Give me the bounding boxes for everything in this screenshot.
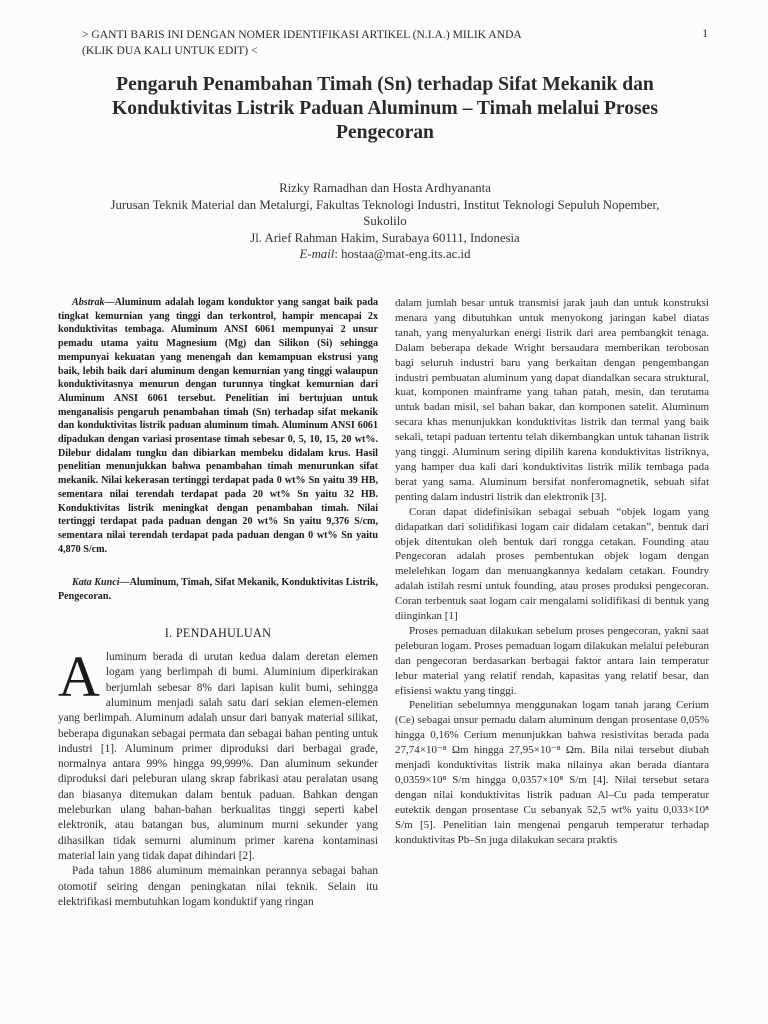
abstract — [58, 296, 378, 556]
email-label: E-mail — [299, 247, 335, 261]
paper-title: Pengaruh Penambahan Timah (Sn) terhadap Sifat Mekanik dan Konduktivitas Listrik Paduan Aluminum – Timah melalui Proses Pengecoran — [111, 74, 659, 143]
author-email — [90, 246, 680, 263]
author-names: Rizky Ramadhan dan Hosta Ardhyananta — [279, 181, 491, 195]
running-header — [82, 27, 642, 58]
author-affiliation: Jurusan Teknik Material dan Metalurgi, Fakultas Teknologi Industri, Institut Teknologi Sepuluh Nopember, Sukolilo — [110, 197, 660, 228]
keywords-label: Kata Kunci — [72, 577, 120, 589]
drop-cap: A — [58, 644, 100, 710]
author-address: Jl. Arief Rahman Hakim, Surabaya 60111, Indonesia — [250, 230, 520, 245]
header-line-1: > GANTI BARIS INI DENGAN NOMER IDENTIFIKASI ARTIKEL (N.I.A.) MILIK ANDA — [82, 28, 522, 41]
keywords — [58, 576, 378, 603]
keywords-text: —Aluminum, Timah, Sifat Mekanik, Konduktivitas Listrik, Pengecoran. — [58, 577, 378, 602]
right-paragraph-3: Proses pemaduan dilakukan sebelum proses pengecoran, yakni saat peleburan logam. Proses pemaduan logam dilakukan melalui peleburan dan pengecoran berdasarkan berbagai faktor antara lain temperatur lebur material yang relatif rendah, kapasitas yang relatif besar, dan efisiensi waktu yang tinggi. — [395, 624, 710, 697]
intro-text-1: luminum berada di urutan kedua dalam deretan elemen logam yang berlimpah di bumi. Aluminium diperkirakan berjumlah sebesar 8% dari lapisan kulit bumi, sehingga aluminum menjadi salah satu dari sekian elemen-elemen yang berlimpah. Aluminum adalah unsur dari banyak material silikat, beberapa digunakan sebagai permata dan sebagai bahan penting untuk industri [1]. Aluminum primer diproduksi dari berbagai grade, normalnya antara 99% hingga 99,999%. Dan aluminum sekunder diproduksi dari peleburan ulang skrap fabrikasi atau peralatan usang dan biasanya ditemukan dalam bentuk paduan. Bahkan dengan meleburkan ulang bahan-bahan berkualitas tinggi seperti kabel elektronik, atau batangan bus, aluminum murni sekunder yang dihasilkan tidak semurni aluminum primer karena kontaminasi material lain yang tidak dapat dihindari [2]. — [58, 651, 378, 862]
right-column — [395, 296, 709, 848]
right-paragraph-4: Penelitian sebelumnya menggunakan logam tanah jarang Cerium (Ce) sebagai unsur pemadu dalam aluminum dengan prosentase 0,05% hingga 0,16% Cerium menunjukkan bahwa resistivitas berada pada 27,74×10⁻⁸ Ωm hingga 27,95×10⁻⁸ Ωm. Bila nilai tersebut diubah menjadi konduktivitas listrik maka nilainya akan berada diantara 0,0359×10⁸ S/m hingga 0,0357×10⁸ S/m [4]. Nilai tersebut setara dengan nilai konduktivitas listrik paduan Al–Cu pada temperatur eutektik dengan prosentase Cu sebanyak 52,5 wt% yaitu 0,033×10⁸ S/m [5]. Penelitian lain mengenai pengaruh temperatur terhadap konduktivitas Pb–Sn juga dilakukan secara praktis — [395, 699, 709, 846]
page-number: 1 — [702, 27, 708, 40]
abstract-text: —Aluminum adalah logam konduktor yang sangat baik pada tingkat kemurnian yang tinggi dan terkontrol, hampir mencapai 2x konduktivitas tembaga. Aluminum ANSI 6061 mempunyai 2 unsur pemadu utama yaitu Magnesium (Mg) dan Silikon (Si) sehingga mempunyai kekuatan yang menengah dan kemampuan ekstrusi yang baik, lebih baik dari aluminum dengan kemurnian yang tinggi walaupun konduktivitasnya menurun dengan turunnya tingkat kemurnian dari Aluminum ANSI 6061 tersebut. Penelitian ini bertujuan untuk menganalisis pengaruh penambahan timah (Sn) terhadap sifat mekanik dan konduktivitas listrik paduan aluminum timah. Aluminum ANSI 6061 dipadukan dengan variasi prosentase timah sebesar 0, 5, 10, 15, 20 wt%. Dilebur didalam tungku dan dibiarkan membeku didalam krus. Hasil penelitian menunjukkan bahwa penambahan timah menurunkan sifat mekanik. Nilai kekerasan tertinggi terdapat pada 0 wt% Sn yaitu 39 HB, sementara nilai terendah terdapat pada 20 wt% Sn yaitu 32 HB. Konduktivitas listrik meningkat dengan penambahan timah. Nilai tertinggi terdapat pada paduan dengan 20 wt% Sn yaitu 9,376 S/cm, sementara nilai terendah terdapat pada paduan dengan 0 wt% Sn yaitu 4,870 S/cm. — [58, 297, 378, 555]
right-paragraph-2: Coran dapat didefinisikan sebagai sebuah “objek logam yang didapatkan dari solidifikasi logam cair didalam cetakan”, bentuk dari objek ditentukan oleh bentuk dari rongga cetakan. Founding atau Pengecoran adalah proses pembentukan objek logam dengan melelehkan logam dan menuangkannya kedalam cetakan. Foundry adalah istilah resmi untuk founding, atau proses produksi pengecoran. Coran terbentuk saat logam cair mengalami solidifikasi di bentuk yang diinginkan [1] — [395, 505, 709, 623]
author-block — [90, 180, 680, 263]
left-column — [58, 296, 378, 910]
right-paragraph-1: dalam jumlah besar untuk transmisi jarak jauh dan untuk konstruksi menara yang dibutuhkan untuk menyokong jaringan kabel diatas tanah, yang menyalurkan energi listrik dari area pembangkit tenaga. Dalam beberapa dekade Wright bersaudara memberikan terobosan bagi seluruh industri baru yang berkaitan dengan pengembangan industri pembuatan aluminum yang dapat diandalkan secara struktural, kuat, komponen mainframe yang tahan patah, mesin, dan terutama untuk badan misil, sel bahan bakar, dan komponen satelit. Aluminum secara khas menunjukkan konduktivitas listrik dan termal yang baik sekali, tetapi paduan tertentu telah dikembangkan untuk tahanan listrik yang tinggi. Aluminum sering dipilih karena konduktivitas listriknya, yang hamper dua kali dari konduktivitas listrik milik tembaga pada berat yang sama. Aluminum bersifat nonferomagnetik, sebuah sifat penting dalam industri listrik dan elektronik [3]. — [395, 297, 709, 503]
section-heading: I. PENDAHULUAN — [164, 626, 272, 641]
abstract-label: Abstrak — [72, 297, 105, 308]
intro-text-2: Pada tahun 1886 aluminum memainkan perannya sebagai bahan otomotif seiring dengan peningkatan nilai teknik. Selain itu elektrifikasi membutuhkan logam konduktif yang ringan — [58, 865, 378, 908]
intro-paragraph-1 — [58, 644, 378, 864]
email-value: : hostaa@mat-eng.its.ac.id — [334, 247, 471, 261]
header-line-2: (KLIK DUA KALI UNTUK EDIT) < — [82, 43, 258, 57]
